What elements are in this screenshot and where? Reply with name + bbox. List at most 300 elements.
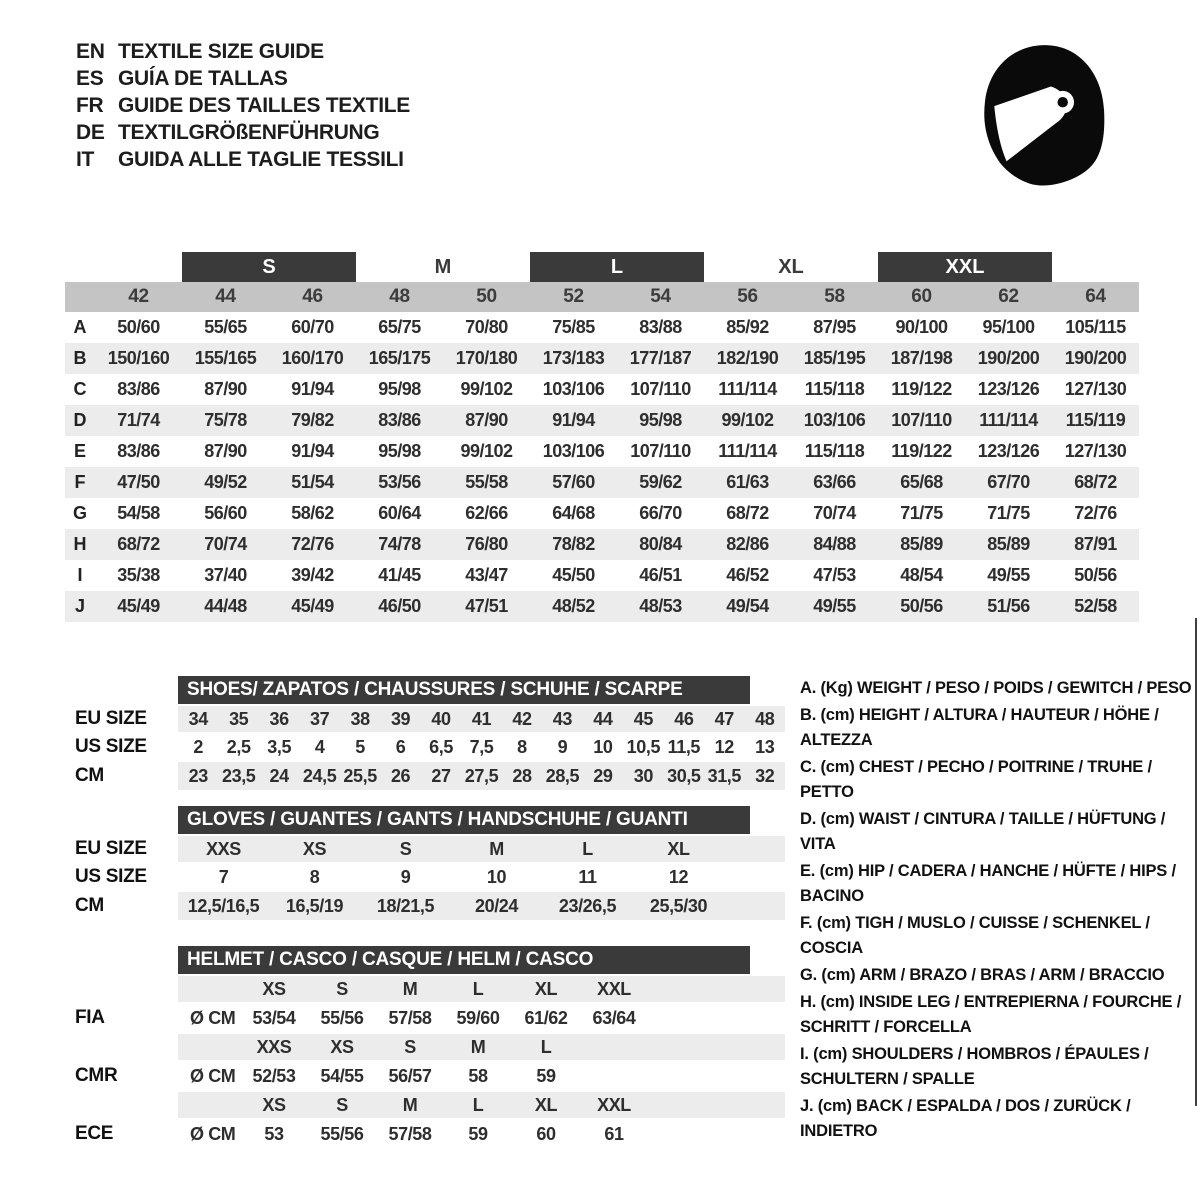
- value-cell: S: [399, 838, 412, 859]
- value-cell: 103/106: [542, 441, 605, 461]
- measure-row-a: [65, 312, 1139, 343]
- row-label: US SIZE: [75, 736, 147, 757]
- value-cell: 61: [604, 1123, 624, 1144]
- value-cell: 35/38: [117, 565, 160, 585]
- row-values: [178, 862, 785, 892]
- gloves-table-title: GLOVES / GUANTES / GANTS / HANDSCHUHE / GUANTI: [178, 806, 750, 834]
- legend-item: A. (Kg) WEIGHT / PESO / POIDS / GEWITCH / PESO: [800, 679, 1192, 697]
- helmet-size-header: [178, 1034, 785, 1060]
- measure-row-e: [65, 436, 1139, 467]
- language-title: TEXTILE SIZE GUIDE: [118, 39, 324, 63]
- row-label: B: [73, 348, 87, 368]
- legend-item: B. (cm) HEIGHT / ALTURA / HAUTEUR / HÖHE / ALTEZZA: [800, 706, 1159, 749]
- legend-item: F. (cm) TIGH / MUSLO / CUISSE / SCHENKEL / COSCIA: [800, 914, 1150, 957]
- size-col-56: 56: [737, 286, 758, 307]
- value-cell: 26: [390, 765, 411, 786]
- standard-label: CMR: [75, 1065, 118, 1086]
- value-cell: 71/74: [117, 410, 160, 430]
- value-cell: 187/198: [890, 348, 953, 368]
- value-cell: 79/82: [291, 410, 334, 430]
- size-label: XS: [330, 1036, 354, 1057]
- value-cell: 10: [593, 736, 613, 757]
- value-cell: 46/51: [639, 565, 682, 585]
- value-cell: 75/85: [552, 317, 595, 337]
- table-row: [65, 732, 785, 762]
- value-cell: 95/100: [982, 317, 1035, 337]
- value-cell: 41: [471, 708, 492, 729]
- row-label: H: [73, 534, 87, 554]
- value-cell: 9: [400, 866, 411, 887]
- value-cell: 43: [552, 708, 573, 729]
- helmet-values: [178, 1002, 785, 1034]
- size-group-s: S: [182, 252, 356, 282]
- value-cell: 105/115: [1065, 317, 1126, 337]
- size-col-62: 62: [998, 286, 1019, 307]
- shoes-table-title: SHOES/ ZAPATOS / CHAUSSURES / SCHUHE / SCARPE: [178, 676, 750, 704]
- value-cell: 27,5: [464, 765, 499, 786]
- value-cell: 11: [578, 866, 597, 887]
- standard-label: ECE: [75, 1123, 114, 1144]
- value-cell: 39: [390, 708, 411, 729]
- row-label: [65, 976, 178, 1002]
- language-row: [76, 146, 410, 173]
- value-cell: L: [582, 838, 593, 859]
- language-title: TEXTILGRÖßENFÜHRUNG: [118, 120, 380, 144]
- value-cell: 127/130: [1064, 379, 1127, 399]
- value-cell: 31,5: [707, 765, 742, 786]
- value-cell: 58/62: [291, 503, 334, 523]
- language-title-list: [76, 38, 410, 173]
- value-cell: 68/72: [117, 534, 160, 554]
- measure-row-i: [65, 560, 1139, 591]
- size-col-42: 42: [128, 286, 149, 307]
- value-cell: 9: [557, 736, 568, 757]
- legend-item: C. (cm) CHEST / PECHO / POITRINE / TRUHE / PETTO: [800, 758, 1152, 801]
- value-cell: 115/119: [1065, 410, 1126, 430]
- value-cell: XXS: [206, 838, 241, 859]
- language-code: DE: [76, 120, 105, 144]
- value-cell: 66/70: [639, 503, 682, 523]
- value-cell: 47/53: [813, 565, 856, 585]
- unit-label: Ø CM: [190, 1065, 236, 1086]
- value-cell: 107/110: [630, 379, 691, 399]
- value-cell: 83/88: [639, 317, 682, 337]
- measure-row-d: [65, 405, 1139, 436]
- helmet-standard-row-cmr: [65, 1060, 785, 1092]
- value-cell: 5: [355, 736, 365, 757]
- language-row: [76, 65, 410, 92]
- value-cell: 65/68: [900, 472, 943, 492]
- size-label: XXS: [256, 1036, 292, 1057]
- value-cell: 119/122: [891, 441, 952, 461]
- value-cell: 48/52: [552, 596, 595, 616]
- legend-item: H. (cm) INSIDE LEG / ENTREPIERNA / FOURCHE / SCHRITT / FORCELLA: [800, 993, 1182, 1036]
- value-cell: 36: [269, 708, 289, 729]
- value-cell: 6: [395, 736, 406, 757]
- value-cell: 67/70: [987, 472, 1030, 492]
- value-cell: 70/74: [204, 534, 247, 554]
- row-label: G: [72, 503, 87, 523]
- value-cell: 160/170: [281, 348, 344, 368]
- numeric-sizes-row: [65, 282, 1139, 312]
- value-cell: 42: [512, 708, 532, 729]
- size-label: L: [472, 978, 484, 999]
- value-cell: 87/90: [204, 379, 247, 399]
- value-cell: 10: [486, 866, 507, 887]
- value-cell: XS: [302, 838, 327, 859]
- row-label: CM: [75, 895, 104, 916]
- value-cell: 170/180: [455, 348, 518, 368]
- measurement-legend: [800, 676, 1196, 1146]
- value-cell: 60/70: [291, 317, 334, 337]
- value-cell: 95/98: [378, 379, 421, 399]
- value-cell: 87/90: [465, 410, 508, 430]
- value-cell: 55/56: [320, 1007, 364, 1028]
- value-cell: 50/60: [117, 317, 160, 337]
- value-cell: 72/76: [1074, 503, 1117, 523]
- value-cell: 85/89: [987, 534, 1030, 554]
- value-cell: 53/54: [252, 1007, 296, 1028]
- value-cell: 46/50: [378, 596, 421, 616]
- standard-label: FIA: [75, 1007, 105, 1028]
- value-cell: 83/86: [117, 379, 160, 399]
- value-cell: 45/50: [552, 565, 595, 585]
- row-label: C: [73, 379, 87, 399]
- value-cell: 59/62: [639, 472, 682, 492]
- row-values: [178, 836, 785, 862]
- value-cell: 62/66: [465, 503, 508, 523]
- value-cell: 46/52: [726, 565, 769, 585]
- measure-row-b: [65, 343, 1139, 374]
- row-label: A: [73, 317, 87, 337]
- helmet-svg: [980, 40, 1108, 190]
- value-cell: 28: [512, 765, 532, 786]
- value-cell: 82/86: [726, 534, 769, 554]
- value-cell: 35: [229, 708, 249, 729]
- value-cell: 107/110: [891, 410, 952, 430]
- value-cell: 115/118: [804, 441, 865, 461]
- helmet-values: [178, 1060, 785, 1092]
- value-cell: 123/126: [977, 379, 1040, 399]
- row-label: CM: [75, 765, 104, 786]
- value-cell: 177/187: [629, 348, 692, 368]
- value-cell: 70/74: [813, 503, 856, 523]
- value-cell: 55/65: [204, 317, 247, 337]
- value-cell: 44: [593, 708, 613, 729]
- legend-item: D. (cm) WAIST / CINTURA / TAILLE / HÜFTUNG / VITA: [800, 810, 1166, 853]
- value-cell: 47/51: [465, 596, 508, 616]
- row-label: [65, 1092, 178, 1118]
- value-cell: 50/56: [900, 596, 943, 616]
- value-cell: 39/42: [291, 565, 334, 585]
- row-label: D: [73, 410, 87, 430]
- value-cell: 48/54: [900, 565, 943, 585]
- value-cell: 115/118: [804, 379, 865, 399]
- value-cell: 24,5: [302, 765, 337, 786]
- value-cell: 24: [269, 765, 289, 786]
- language-row: [76, 38, 410, 65]
- value-cell: 11,5: [667, 736, 701, 757]
- value-cell: 30: [633, 765, 653, 786]
- helmet-standard-row-fia: [65, 1002, 785, 1034]
- value-cell: 49/55: [813, 596, 856, 616]
- value-cell: 49/54: [726, 596, 769, 616]
- value-cell: 59: [468, 1123, 488, 1144]
- value-cell: 45/49: [291, 596, 334, 616]
- value-cell: 190/200: [1064, 348, 1127, 368]
- language-code: IT: [76, 147, 95, 171]
- value-cell: 37: [310, 708, 330, 729]
- helmet-size-header-row: [65, 1034, 785, 1060]
- value-cell: 123/126: [977, 441, 1040, 461]
- value-cell: 90/100: [895, 317, 948, 337]
- row-label: I: [77, 565, 83, 585]
- value-cell: 57/58: [388, 1007, 432, 1028]
- value-cell: 49/52: [204, 472, 247, 492]
- value-cell: 87/91: [1074, 534, 1117, 554]
- value-cell: 28,5: [545, 765, 580, 786]
- size-group-m: M: [434, 256, 452, 278]
- value-cell: 165/175: [368, 348, 431, 368]
- language-row: [76, 92, 410, 119]
- helmet-size-header: [178, 976, 785, 1002]
- value-cell: 6,5: [429, 736, 453, 757]
- size-col-46: 46: [302, 286, 323, 307]
- value-cell: 91/94: [291, 441, 334, 461]
- size-col-58: 58: [824, 286, 845, 307]
- table-row: [65, 862, 785, 892]
- row-label: [65, 1034, 178, 1060]
- value-cell: 20/24: [474, 895, 519, 916]
- value-cell: 25,5/30: [649, 895, 708, 916]
- shoes-table: [65, 676, 785, 790]
- value-cell: 99/102: [460, 379, 513, 399]
- value-cell: 32: [755, 765, 775, 786]
- value-cell: 13: [755, 736, 775, 757]
- row-label: E: [73, 441, 86, 461]
- legend-item: G. (cm) ARM / BRAZO / BRAS / ARM / BRACCIO: [800, 966, 1165, 984]
- value-cell: 30,5: [667, 765, 701, 786]
- value-cell: 12: [714, 736, 734, 757]
- size-col-64: 64: [1085, 286, 1106, 307]
- row-label: J: [74, 596, 85, 616]
- size-label: S: [336, 978, 348, 999]
- value-cell: 44/48: [204, 596, 247, 616]
- size-label: XL: [534, 978, 558, 999]
- table-row: [65, 762, 785, 790]
- racing-helmet-icon: [980, 40, 1108, 190]
- size-label: M: [402, 978, 418, 999]
- value-cell: 45/49: [117, 596, 160, 616]
- value-cell: 48/53: [639, 596, 682, 616]
- value-cell: 173/183: [542, 348, 605, 368]
- size-col-44: 44: [215, 286, 236, 307]
- value-cell: 57/58: [388, 1123, 432, 1144]
- value-cell: 50/56: [1074, 565, 1117, 585]
- size-col-48: 48: [389, 286, 410, 307]
- value-cell: 59: [536, 1065, 556, 1086]
- gloves-table: [65, 806, 785, 920]
- value-cell: 52/53: [252, 1065, 296, 1086]
- value-cell: 37/40: [204, 565, 247, 585]
- value-cell: 3,5: [267, 736, 292, 757]
- value-cell: 51/56: [987, 596, 1030, 616]
- value-cell: 63/64: [592, 1007, 636, 1028]
- value-cell: 99/102: [721, 410, 774, 430]
- language-code: ES: [76, 66, 104, 90]
- right-edge-rule: [1195, 618, 1197, 1106]
- table-row: [65, 706, 785, 732]
- value-cell: 54/58: [117, 503, 160, 523]
- size-label: XS: [262, 1094, 286, 1115]
- value-cell: 71/75: [987, 503, 1030, 523]
- value-cell: 111/114: [979, 410, 1038, 430]
- measure-row-g: [65, 498, 1139, 529]
- value-cell: 103/106: [542, 379, 605, 399]
- value-cell: 57/60: [552, 472, 595, 492]
- value-cell: 103/106: [803, 410, 866, 430]
- value-cell: 68/72: [1074, 472, 1117, 492]
- size-label: XXL: [597, 978, 631, 999]
- value-cell: 78/82: [552, 534, 595, 554]
- value-cell: 38: [350, 708, 370, 729]
- value-cell: 111/114: [718, 379, 777, 399]
- size-label: L: [540, 1036, 552, 1057]
- value-cell: 43/47: [465, 565, 508, 585]
- value-cell: 53/56: [378, 472, 421, 492]
- value-cell: 63/66: [813, 472, 856, 492]
- value-cell: 75/78: [204, 410, 247, 430]
- measure-row-c: [65, 374, 1139, 405]
- measure-row-f: [65, 467, 1139, 498]
- value-cell: 55/56: [320, 1123, 364, 1144]
- size-label: XXL: [597, 1094, 631, 1115]
- value-cell: 190/200: [977, 348, 1040, 368]
- value-cell: 52/58: [1074, 596, 1117, 616]
- value-cell: 61/62: [524, 1007, 568, 1028]
- size-label: S: [336, 1094, 348, 1115]
- size-label: L: [472, 1094, 484, 1115]
- row-values: [178, 706, 785, 732]
- unit-label: Ø CM: [190, 1007, 236, 1028]
- value-cell: 58: [468, 1065, 488, 1086]
- value-cell: 74/78: [378, 534, 421, 554]
- value-cell: 127/130: [1064, 441, 1127, 461]
- value-cell: 99/102: [460, 441, 513, 461]
- language-title: GUIDA ALLE TAGLIE TESSILI: [118, 147, 404, 171]
- value-cell: 60: [536, 1123, 556, 1144]
- size-group-l: L: [530, 252, 704, 282]
- value-cell: M: [489, 838, 504, 859]
- value-cell: 60/64: [378, 503, 421, 523]
- helmet-values: [178, 1118, 785, 1150]
- unit-label: Ø CM: [190, 1123, 236, 1144]
- language-code: EN: [76, 39, 105, 63]
- size-col-54: 54: [650, 286, 671, 307]
- value-cell: 8: [517, 736, 527, 757]
- row-values: [178, 892, 785, 920]
- value-cell: 55/58: [465, 472, 508, 492]
- helmet-size-header-row: [65, 976, 785, 1002]
- language-title: GUÍA DE TALLAS: [118, 66, 288, 90]
- value-cell: 16,5/19: [285, 895, 344, 916]
- value-cell: 85/92: [726, 317, 769, 337]
- helmet-size-header-row: [65, 1092, 785, 1118]
- language-row: [76, 119, 410, 146]
- language-title: GUIDE DES TAILLES TEXTILE: [118, 93, 410, 117]
- value-cell: 23/26,5: [558, 895, 617, 916]
- row-label: F: [74, 472, 86, 492]
- value-cell: 23,5: [221, 765, 256, 786]
- value-cell: 8: [309, 866, 320, 887]
- value-cell: 72/76: [291, 534, 334, 554]
- row-label: EU SIZE: [75, 708, 147, 729]
- value-cell: 7: [218, 866, 229, 887]
- value-cell: 18/21,5: [376, 895, 435, 916]
- value-cell: 41/45: [378, 565, 421, 585]
- value-cell: 68/72: [726, 503, 769, 523]
- size-label: M: [470, 1036, 486, 1057]
- table-row: [65, 836, 785, 862]
- size-label: M: [402, 1094, 418, 1115]
- value-cell: 61/63: [726, 472, 769, 492]
- value-cell: 51/54: [291, 472, 334, 492]
- value-cell: 10,5: [626, 736, 661, 757]
- value-cell: 27: [431, 765, 451, 786]
- value-cell: 45: [633, 708, 653, 729]
- value-cell: XL: [667, 838, 690, 859]
- value-cell: 2,5: [226, 736, 251, 757]
- value-cell: 84/88: [813, 534, 856, 554]
- value-cell: 111/114: [718, 441, 777, 461]
- helmet-size-header: [178, 1092, 785, 1118]
- row-label: US SIZE: [75, 866, 147, 887]
- value-cell: 12: [668, 866, 689, 887]
- helmet-table: [65, 946, 785, 1150]
- value-cell: 87/95: [813, 317, 856, 337]
- value-cell: 107/110: [630, 441, 691, 461]
- size-group-header-row: [65, 252, 1139, 282]
- value-cell: 85/89: [900, 534, 943, 554]
- value-cell: 65/75: [378, 317, 421, 337]
- helmet-table-title: HELMET / CASCO / CASQUE / HELM / CASCO: [178, 946, 750, 974]
- value-cell: 46: [674, 708, 694, 729]
- value-cell: 59/60: [456, 1007, 500, 1028]
- value-cell: 150/160: [107, 348, 170, 368]
- value-cell: 49/55: [987, 565, 1030, 585]
- measure-row-h: [65, 529, 1139, 560]
- value-cell: 2: [193, 736, 204, 757]
- size-label: XL: [534, 1094, 558, 1115]
- row-label: EU SIZE: [75, 838, 147, 859]
- value-cell: 83/86: [378, 410, 421, 430]
- value-cell: 54/55: [320, 1065, 364, 1086]
- value-cell: 40: [431, 708, 451, 729]
- value-cell: 95/98: [639, 410, 682, 430]
- value-cell: 47: [714, 708, 734, 729]
- value-cell: 83/86: [117, 441, 160, 461]
- legend-item: J. (cm) BACK / ESPALDA / DOS / ZURÜCK / INDIETRO: [800, 1097, 1131, 1140]
- size-col-52: 52: [563, 286, 584, 307]
- row-values: [178, 732, 785, 762]
- value-cell: 34: [188, 708, 208, 729]
- value-cell: 29: [593, 765, 613, 786]
- value-cell: 53: [264, 1123, 284, 1144]
- legend-item: E. (cm) HIP / CADERA / HANCHE / HÜFTE / HIPS / BACINO: [800, 862, 1176, 905]
- value-cell: 64/68: [552, 503, 595, 523]
- value-cell: 7,5: [469, 736, 494, 757]
- size-col-60: 60: [911, 286, 932, 307]
